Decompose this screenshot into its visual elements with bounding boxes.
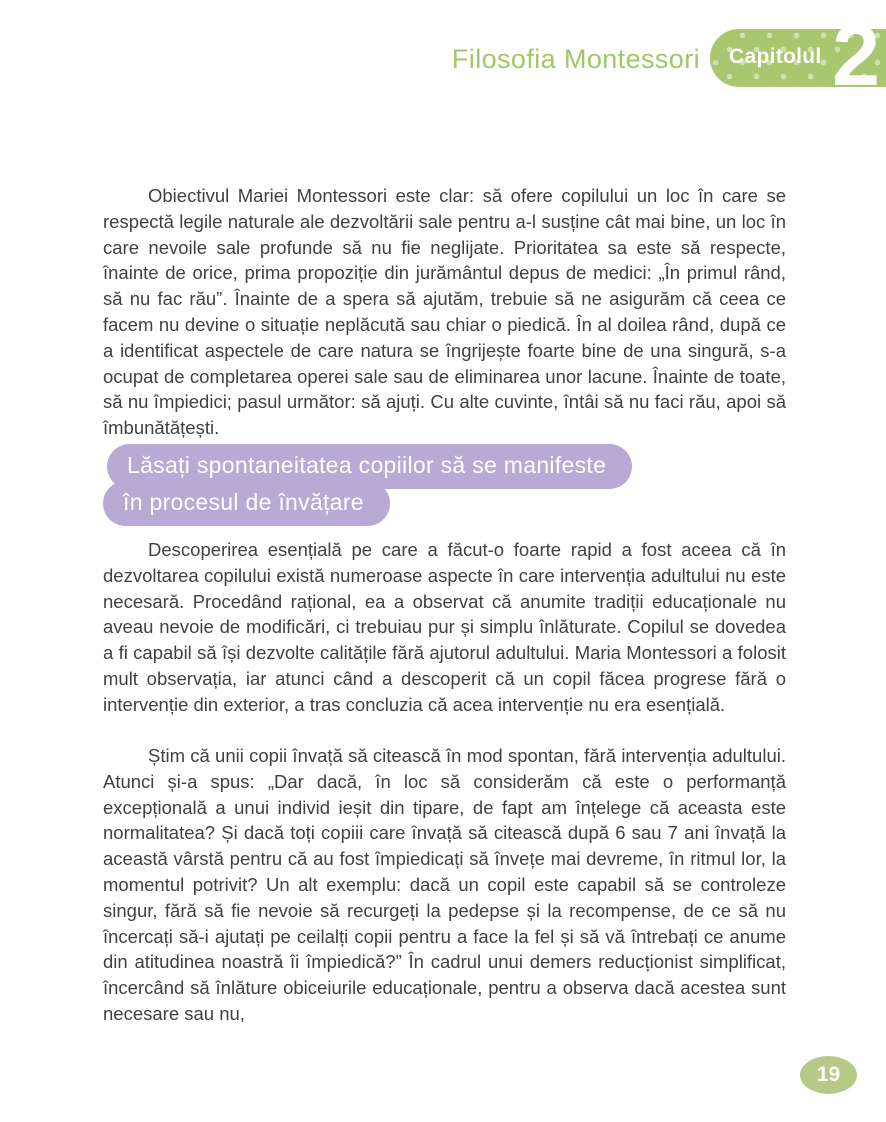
paragraph-2: Descoperirea esențială pe care a făcut-o foarte rapid a fost aceea că în dezvoltarea copilului există numeroase aspecte în care intervenția adultului nu este necesară. Procedând rațional, ea a observat că anumite tradiții educaționale nu aveau nevoie de modificări, ci trebuiau pur și simplu înlăturate. Copilul se dovedea a fi capabil să își dezvolte calitățile fără ajutorul adultului. Maria Montessori a folosit mult observația, iar atunci când a descoperit că un copil făcea progrese fără o intervenție din exterior, a tras concluzia că acea intervenție nu era esențială.: [103, 539, 786, 715]
chapter-badge: [710, 8, 886, 104]
section-heading: [103, 444, 632, 526]
chapter-number: 2: [832, 8, 880, 104]
section-heading-line-1: Lăsați spontaneitatea copiilor să se manifeste: [107, 444, 632, 489]
paragraph-1: Obiectivul Mariei Montessori este clar: să ofere copilului un loc în care se respectă legile naturale ale dezvoltării sale pentru a-l susține cât mai bine, un loc în care nevoile sale profunde să nu fie neglijate. Prioritatea sa este să respecte, înainte de orice, prima propoziție din jurământul depus de medici: „În primul rând, să nu fac rău”. Înainte de a spera să ajutăm, trebuie să ne asigurăm că ceea ce facem nu devine o situație neplăcută sau chiar o piedică. În al doilea rând, după ce a identificat aspectele de care natura se îngrijește foarte bine de una singură, s-a ocupat de completarea operei sale sau de eliminarea unor lacune. Înainte de toate, să nu împiedici; pasul următor: să ajuți. Cu alte cuvinte, întâi să nu faci rău, apoi să îmbunătățești.: [103, 185, 786, 439]
section-heading-line-2: în procesul de învățare: [103, 481, 390, 526]
chapter-label: Capitolul: [729, 45, 822, 68]
page-number-badge: [800, 1056, 857, 1094]
page-number: 19: [816, 1063, 841, 1086]
paragraph-3: Știm că unii copii învață să citească în mod spontan, fără intervenția adultului. Atunci și-a spus: „Dar dacă, în loc să considerăm că este o performanță excepțională a unui individ ieșit din tipare, de fapt am înțelege că aceasta este normalitatea? Și dacă toți copiii care învață să citească după 6 sau 7 ani învață la această vârstă pentru că au fost împiedicați să învețe mai devreme, în ritmul lor, la momentul potrivit? Un alt exemplu: dacă un copil este capabil să se controleze singur, fără să fie nevoie să recurgeți la pedepse și la recompense, de ce să nu încercați să-i ajutați pe ceilalți copii pentru a face la fel și să vă întrebați ce anume din atitudinea noastră îi împiedică?” În cadrul unui demers reducționist simplificat, încercând să înlăture obiceiurile educaționale, pentru a observa dacă acestea sunt necesare sau nu,: [103, 745, 786, 1024]
running-head-title: Filosofia Montessori: [451, 44, 700, 74]
